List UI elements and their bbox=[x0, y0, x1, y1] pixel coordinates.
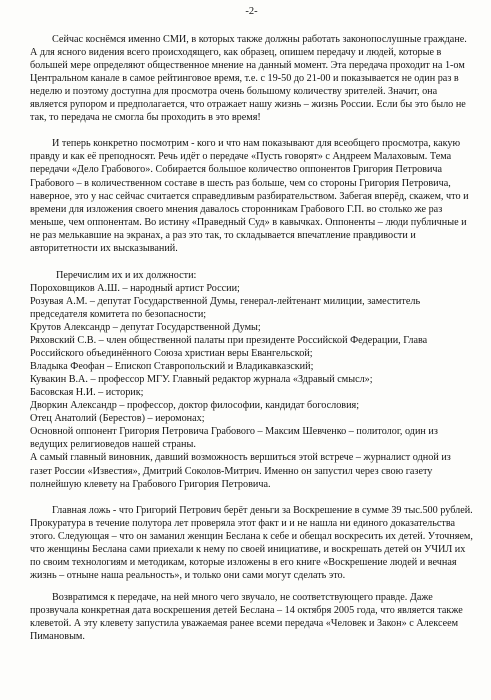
list-item: Басовская Н.И. – историк; bbox=[30, 387, 144, 399]
list-item: А самый главный виновник, давший возможность вершиться этой встрече – журналист одной из газет России «Известия», Дмитрий Соколов-Митрич. Именно он запустил через свою газету полнейшую клевету на Грабового Григория Петровича. bbox=[30, 452, 451, 490]
page-number: -2- bbox=[245, 6, 258, 17]
paragraph-gap bbox=[30, 491, 473, 504]
list-item: Пороховщиков А.Ш. – народный артист России; bbox=[30, 282, 240, 294]
paragraph-gap bbox=[30, 124, 473, 137]
list-item: Владыка Феофан – Епископ Ставропольский и Владикавказский; bbox=[30, 361, 314, 373]
list-item: Крутов Александр – депутат Государственной Думы; bbox=[30, 321, 261, 333]
list-item: Кувакин В.А. – профессор МГУ. Главный редактор журнала «Здравый смысл»; bbox=[30, 374, 373, 386]
list-item: Отец Анатолий (Берестов) – иеромонах; bbox=[30, 413, 205, 425]
list-item: Розувая А.М. – депутат Государственной Думы, генерал-лейтенант милиции, заместитель председателя комитета по безопасности; bbox=[30, 295, 421, 320]
paragraph-return-to-show: Возвратимся к передаче, на ней много чего звучало, не соответствующего правде. Даже прозвучала конкретная дата воскрешения детей Беслана – 14 октября 2005 года, что является также клеветой. А эту клевету запустила уважаемая ранее всеми передача «Человек и Закон» с Алексеем Пимановым. bbox=[30, 591, 463, 643]
opponents-list-heading: Перечислим их и их должности: bbox=[56, 269, 197, 281]
paragraph-gap bbox=[30, 255, 473, 268]
paragraph-gap bbox=[30, 582, 473, 591]
paragraph-main-lie: Главная ложь - что Григорий Петрович берёт деньги за Воскрешение в сумме 39 тыс.500 рублей. Прокуратура в течение полутора лет проверяла этот факт и и не нашла ни единого доказательства этого. Следующая – что он заманил женщин Беслана к себе и обещал воскресить их детей. Уточняем, что женщины Беслана сами приехали к нему по своей инициативе, и воскрешать детей он УЧИЛ их по своим технологиям и методикам, которые изложены в его книге «Воскрешение людей и вечная жизнь – отныне наша реальность», и только они сами могут сделать это. bbox=[30, 504, 473, 581]
paragraph-media-intro: Сейчас коснёмся именно СМИ, в которых также должны работать законопослушные граждане. А для ясного видения всего происходящего, как образец, опишем передачу и людей, которые в большей мере определяют общественное мнение на данный момент. Эта передача проходит на 1-ом Центральном канале в самое рейтинговое время, т.е. с 19-50 до 21-00 и показывается не один раз в неделю и поэтому доступна для просмотра очень большому количеству зрителей. Значит, она является рупором и предполагается, что отражает нашу жизнь – жизнь России. Если бы это было не так, то передача не смогла бы проходить в это время! bbox=[30, 34, 467, 124]
list-item: Ряховский С.В. – член общественной палаты при президенте Российской Федерации, Глава Российского объединённого Союза христиан веры Евангельской; bbox=[30, 335, 428, 360]
opponents-list bbox=[30, 282, 473, 491]
paragraph-show-description: И теперь конкретно посмотрим - кого и что нам показывают для всеобщего просмотра, какую правду и как её преподносят. Речь идёт о передаче «Пусть говорят» с Андреем Малаховым. Тема передачи «Дело Грабового». Собирается большое количество оппонентов Григория Петровича Грабового – в количественном составе в шесть раз больше, чем со стороны Григория Петровича, наверное, это у нас сейчас считается справедливым разбирательством. Забегая вперёд, скажем, что и времени для изложения своего мнения давалось сторонникам Грабового Г.П. во столько же раз меньше, чем оппонентам. Во истину «Праведный Суд» в кавычках. Оппоненты – люди публичные и не раз мелькавшие на экранах, а раз это так, то складывается впечатление правдивости и авторитетности их высказываний. bbox=[30, 138, 469, 254]
list-item: Дворкин Александр – профессор, доктор философии, кандидат богословия; bbox=[30, 400, 360, 412]
list-item: Основной оппонент Григория Петровича Грабового – Максим Шевченко – политолог, один из ведущих религиоведов нашей страны. bbox=[30, 426, 438, 451]
